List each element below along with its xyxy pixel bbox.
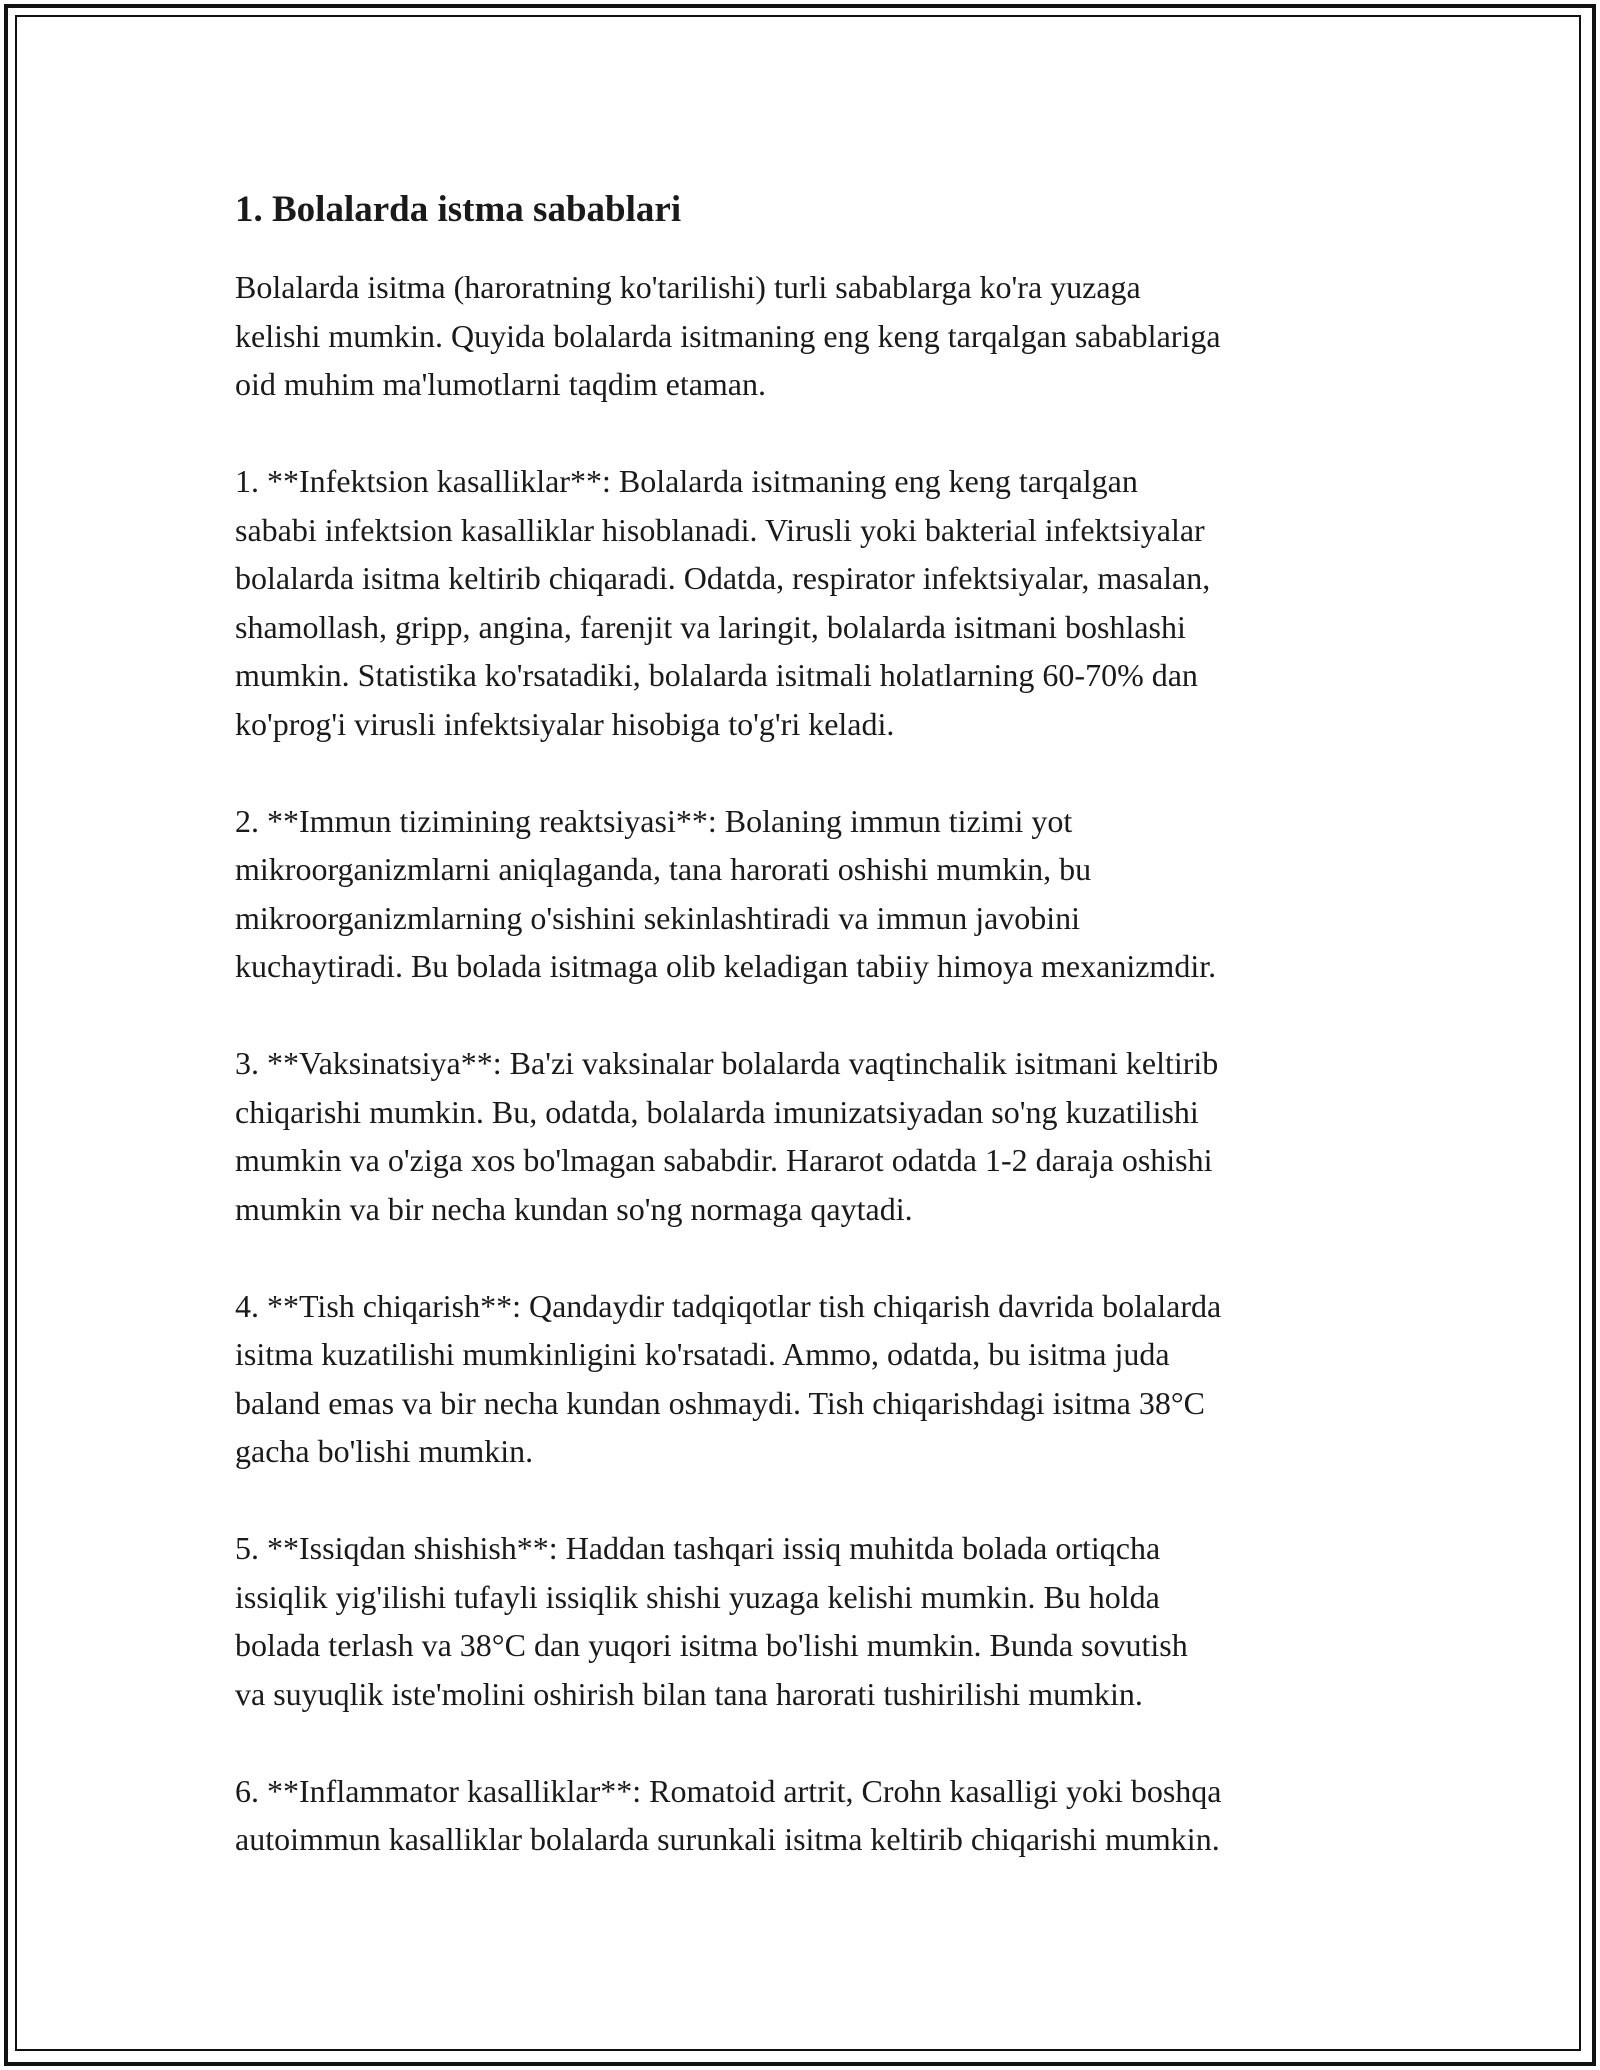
document-body (235, 185, 1385, 1912)
cause-teething-paragraph: 4. **Tish chiqarish**: Qandaydir tadqiqotlar tish chiqarish davrida bolalarda isitma kuzatilishi mumkinligini ko'rsatadi. Ammo, odatda, bu isitma juda baland emas va bir necha kundan oshmaydi. Tish chiqarishdagi isitma 38°C gacha bo'lishi mumkin. (235, 1287, 1222, 1469)
cause-overheating-paragraph: 5. **Issiqdan shishish**: Haddan tashqari issiq muhitda bolada ortiqcha issiqlik yig'ilishi tufayli issiqlik shishi yuzaga kelishi mumkin. Bu holda bolada terlash va 38°C dan yuqori isitma bo'lishi mumkin. Bunda sovutish va suyuqlik iste'molini oshirish bilan tana harorati tushirilishi mumkin. (235, 1530, 1188, 1712)
cause-immune-reaction-paragraph: 2. **Immun tizimining reaktsiyasi**: Bolaning immun tizimi yot mikroorganizmlarni aniqlaganda, tana harorati oshishi mumkin, bu mikroorganizmlarning o'sishini sekinlashtiradi va immun javobini kuchaytiradi. Bu bolada isitmaga olib keladigan tabiiy himoya mexanizmdir. (235, 802, 1217, 984)
intro-paragraph: Bolalarda isitma (haroratning ko'tarilishi) turli sabablarga ko'ra yuzaga kelishi mumkin. Quyida bolalarda isitmaning eng keng tarqalgan sabablariga oid muhim ma'lumotlarni taqdim etaman. (235, 269, 1221, 402)
section-heading: 1. Bolalarda istma sabablari (235, 189, 682, 230)
cause-inflammatory-paragraph: 6. **Inflammator kasalliklar**: Romatoid artrit, Crohn kasalligi yoki boshqa autoimmun kasalliklar bolalarda surunkali isitma keltirib chiqarishi mumkin. (235, 1772, 1222, 1857)
cause-infections-paragraph: 1. **Infektsion kasalliklar**: Bolalarda isitmaning eng keng tarqalgan sababi infektsion kasalliklar hisoblanadi. Virusli yoki bakterial infektsiyalar bolalarda isitma keltirib chiqaradi. Odatda, respirator infektsiyalar, masalan, shamollash, gripp, angina, farenjit va laringit, bolalarda isitmani boshlashi mumkin. Statistika ko'rsatadiki, bolalarda isitmali holatlarning 60-70% dan ko'prog'i virusli infektsiyalar hisobiga to'g'ri keladi. (235, 463, 1211, 742)
cause-vaccination-paragraph: 3. **Vaksinatsiya**: Ba'zi vaksinalar bolalarda vaqtinchalik isitmani keltirib chiqarishi mumkin. Bu, odatda, bolalarda imunizatsiyadan so'ng kuzatilishi mumkin va o'ziga xos bo'lmagan sababdir. Hararot odatda 1-2 daraja oshishi mumkin va bir necha kundan so'ng normaga qaytadi. (235, 1045, 1219, 1227)
